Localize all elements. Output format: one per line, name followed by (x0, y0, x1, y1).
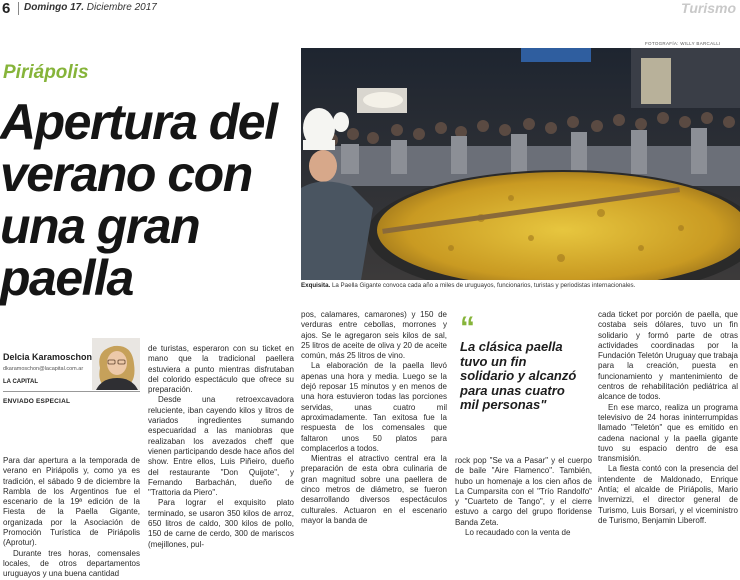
paragraph: Durante tres horas, comensales locales, de otros departamentos uruguayos y una buena cantidad (3, 548, 140, 579)
paragraph: La fiesta contó con la presencia del intendente de Maldonado, Enrique Antía; el alcalde de Piriápolis, Mario Invernizzi, el director general de Turismo, Luis Borsari, y el viceministro de Turismo, Benjamin Liberoff. (598, 464, 738, 525)
byline-divider (3, 391, 140, 392)
body-column-5 (598, 310, 738, 526)
author-role: ENVIADO ESPECIAL (3, 398, 71, 405)
photo-caption (301, 282, 740, 289)
paragraph: En ese marco, realiza un programa televisivo de 24 horas ininterrumpidas llamado "Teletón" que es emitido en cadena nacional y la paella gigante tuvo su espacio dentro de esa transmisión. (598, 402, 738, 464)
paragraph: Para lograr el exquisito plato terminado, se usaron 350 kilos de arroz, 650 litros de caldo, 300 kilos de pollo, 150 de carne de cerdo, 300 de mariscos (mejillones, pul- (148, 498, 294, 549)
caption-text: La Paella Gigante convoca cada año a miles de uruguayos, funcionarios, turistas y periodistas internacionales. (330, 282, 636, 289)
photo-credit: FOTOGRAFÍA: WILLY BARCALLI (645, 41, 721, 46)
author-org: LA CAPITAL (3, 379, 38, 385)
header-divider (18, 2, 19, 15)
kicker: Piriápolis (3, 62, 89, 83)
author-email: dkaramoschon@lacapital.com.ar (3, 366, 84, 372)
body-column-1 (3, 456, 140, 580)
author-photo (92, 338, 140, 390)
section-name: Turismo (681, 0, 736, 16)
paragraph: pos, calamares, camarones) y 150 de verduras entre cebollas, morrones y ajos. Se le agregaron seis kilos de sal, 25 litros de aceite de oliva y 20 de aceite común, más 25 litros de vino. (301, 310, 447, 361)
paragraph: Desde una retroexcavadora reluciente, iban cayendo kilos y litros de variados ingredientes sumando especuaridad a las maniobras que realizaban los avezados cheff que vienen participando desde hace años del show. Entre ellos, Luis Piñeiro, dueño del restaurante "Don Quijote", y Fernando Barbachán, dueño de "Trattoria da Piero". (148, 395, 294, 498)
quote-icon: “ (460, 311, 475, 344)
page-number: 6 (2, 0, 11, 17)
page-header (0, 0, 740, 18)
caption-lead: Exquisita. (301, 282, 331, 289)
body-column-3 (301, 310, 447, 526)
paella-photo (301, 48, 740, 280)
paragraph: Mientras el atractivo central era la preparación de esta obra culinaria de gran magnitud sobre una paellera de cinco metros de diámetro, se fueron desarrollando diversos espectáculos culturales. Actuaron en el escenario mayor la banda de (301, 454, 447, 525)
issue-date (24, 2, 157, 13)
paragraph: La elaboración de la paella llevó apenas una hora y media. Luego se la dejó reposar 15 minutos y en menos de una hora estuvieron todas las porciones servidas, unas cuatro mil aproximadamente. Tan exitosa fue la respuesta de los comensales que faltaron unos 50 platos para complacerlos a todos. (301, 361, 447, 453)
paragraph: Para dar apertura a la temporada de verano en Piriápolis y, como ya es tradición, el sábado 9 de diciembre la Rambla de los Argentinos fue el escenario de la 19ª edición de la Fiesta de la Paella Gigante, organizada por la Asociación de Promoción Turística de Piriápolis (Aprotur). (3, 456, 140, 548)
issue-date-rest: Diciembre 2017 (84, 2, 157, 13)
paragraph: cada ticket por porción de paella, que costaba seis dólares, tuvo un fin solidario y formó parte de otras actividades coordinadas por la Fundación Teletón Uruguay que trabaja para la creación, puesta en funcionamiento y mantenimiento de centros de rehabilitación pediátrica al alcance de todos. (598, 310, 738, 402)
headline: Apertura del verano con una gran paella (0, 94, 277, 306)
pull-quote: La clásica paella tuvo un fin solidario y alcanzó para unas cuatro mil personas" (460, 339, 577, 412)
paragraph: Lo recaudado con la venta de (465, 528, 571, 538)
body-column-4 (455, 456, 592, 538)
issue-date-day: Domingo 17. (24, 2, 85, 13)
paragraph: de turistas, esperaron con su ticket en mano que la tradicional paellera estuviera a punto mientras disfrutaban del colorido espectáculo que ofrece su preparación. (148, 344, 294, 395)
author-name: Delcia Karamoschon (3, 352, 93, 362)
paragraph: rock pop "Se va a Pasar" y el cuerpo de baile "Aire Flamenco". También, hubo un homenaje a los cien años de La Cumparsita con el "Trío Randolfo" y "Cuarteto de Tango", y el cierre estuvo a cargo del grupo floridense Banda Zeta. (455, 456, 592, 527)
body-column-2 (148, 344, 294, 550)
